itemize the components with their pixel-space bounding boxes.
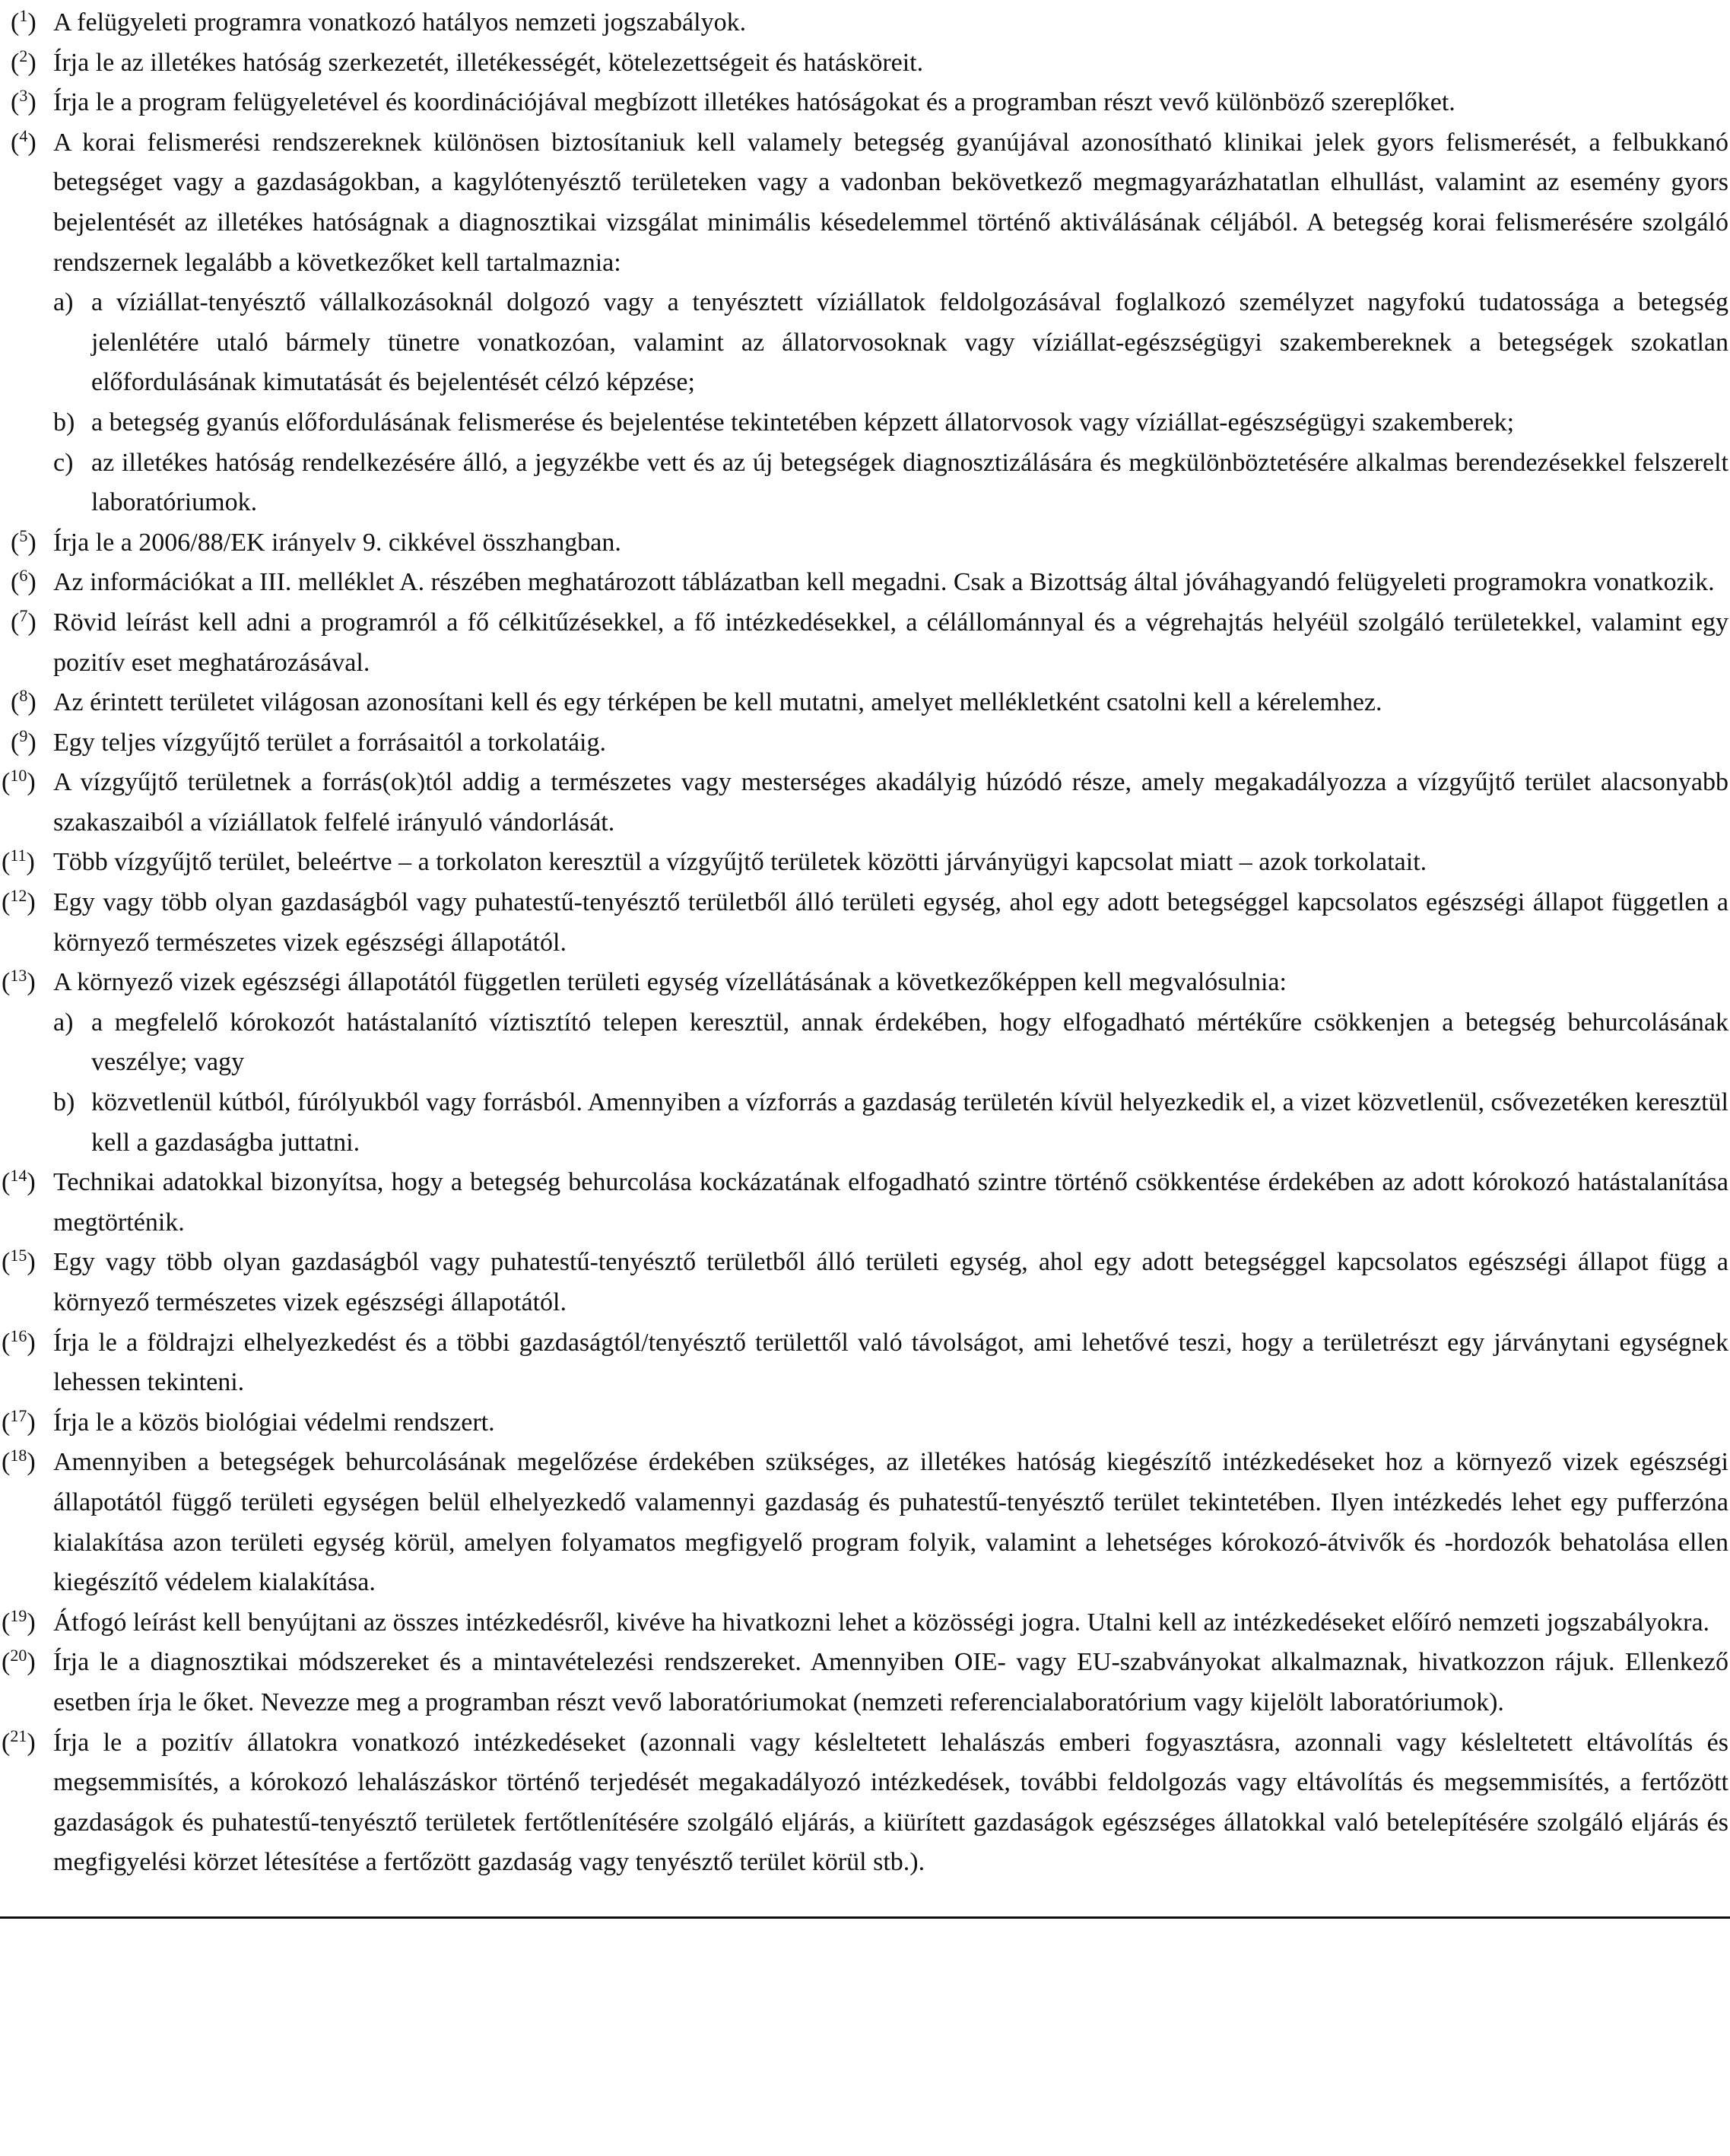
- footnote-9: [11, 723, 1728, 764]
- footnote-number: ($^{20}$): [2, 1646, 36, 1677]
- item-label: c): [53, 448, 74, 477]
- footnote-number: ($^8$): [11, 686, 37, 717]
- footnote-number: ($^{21}$): [2, 1726, 36, 1757]
- footnote-number: ($^6$): [11, 566, 37, 597]
- footnote-15: [2, 1243, 1728, 1322]
- footnote-text: A vízgyűjtő területnek a forrás(ok)tól addig a természetes vagy mesterséges akadályig húzódó része, amely megakadályozza a vízgyűjtő terület alacsonyabb szakaszaiból a víziállatok felfelé irányuló vándorlását.: [53, 768, 1728, 837]
- footnote-number: ($^{16}$): [2, 1326, 36, 1357]
- footnote-number: ($^{15}$): [2, 1246, 36, 1277]
- footnote-number: ($^{19}$): [2, 1605, 36, 1637]
- footnote-4-item-a: [11, 283, 1728, 403]
- footnote-number: ($^5$): [11, 526, 37, 557]
- item-text: a megfelelő kórokozót hatástalanító víztisztító telepen keresztül, annak érdekében, hogy elfogadható mértékűre csökkenjen a betegség behurcolásának veszélye; vagy: [91, 1008, 1728, 1077]
- footnote-12: [2, 883, 1728, 963]
- footnote-6: [11, 563, 1728, 603]
- footnote-number: ($^2$): [11, 46, 37, 77]
- footnote-text: Átfogó leírást kell benyújtani az összes intézkedésről, kivéve ha hivatkozni lehet a közösségi jogra. Utalni kell az intézkedéseket előíró nemzeti jogszabályokra.: [53, 1608, 1710, 1637]
- footnote-text: Amennyiben a betegségek behurcolásának megelőzése érdekében szükséges, az illetékes hatóság kiegészítő intézkedéseket hoz a környező vizek egészségi állapotától függő területi egységen belül elhelyezkedő valamennyi gazdaság és puhatestű-tenyésztő terület tekintetében. Ilyen intézkedés lehet egy pufferzóna kialakítása azon területi egység körül, amelyen folyamatos megfigyelő program folyik, valamint a lehetséges kórokozó-átvivők és -hordozók behatolása ellen kiegészítő védelem kialakítása.: [53, 1448, 1728, 1597]
- item-label: a): [53, 288, 74, 317]
- footnote-text: Az információkat a III. melléklet A. részében meghatározott táblázatban kell megadni. Csak a Bizottság által jóváhagyandó felügyeleti programokra vonatkozik.: [53, 568, 1715, 597]
- footnote-13-item-b: [11, 1083, 1728, 1163]
- footnote-number: ($^3$): [11, 86, 37, 117]
- footnote-text: Írja le a pozitív állatokra vonatkozó intézkedéseket (azonnali vagy késleltetett lehalászás emberi fogyasztásra, azonnali vagy késleltetett eltávolítás és megsemmisítés, a kórokozó lehalászáskor történő terjedését megakadályozó intézkedések, további feldolgozás vagy eltávolítás és megsemmisítés, a fertőzött gazdaságok és puhatestű-tenyésztő területek fertőtlenítésére szolgáló eljárás, a kiürített gazdaságok egészséges állatokkal való betelepítésére szolgáló eljárás és megfigyelési körzet létesítése a fertőzött gazdaság vagy tenyésztő terület körül stb.).: [53, 1728, 1728, 1877]
- footnote-number: ($^9$): [11, 726, 37, 757]
- footnote-number: ($^{14}$): [2, 1166, 36, 1197]
- footnote-13: [2, 963, 1728, 1003]
- footnote-1: [11, 3, 1728, 43]
- footnote-text: Több vízgyűjtő terület, beleértve – a torkolaton keresztül a vízgyűjtő területek közötti járványügyi kapcsolat miatt – azok torkolatait.: [53, 848, 1427, 877]
- footnote-21: [2, 1723, 1728, 1883]
- item-text: a víziállat-tenyésztő vállalkozásoknál dolgozó vagy a tenyésztett víziállatok feldolgozásával foglalkozó személyzet nagyfokú tudatossága a betegség jelenlétére utaló bármely tünetre vonatkozóan, valamint az állatorvosoknak vagy víziállat-egészségügyi szakembereknek a betegségek szokatlan előfordulásának kimutatását és bejelentését célzó képzése;: [91, 288, 1728, 397]
- item-label: b): [53, 408, 75, 437]
- footnote-19: [2, 1603, 1728, 1643]
- footnote-text: Írja le a diagnosztikai módszereket és a mintavételezési rendszereket. Amennyiben OIE- vagy EU-szabványokat alkalmaznak, hivatkozzon rájuk. Ellenkező esetben írja le őket. Nevezze meg a programban részt vevő laboratóriumokat (nemzeti referencialaboratórium vagy kijelölt laboratóriumok).: [53, 1648, 1728, 1716]
- footnote-18: [2, 1443, 1728, 1602]
- footnote-number: ($^{10}$): [2, 766, 36, 797]
- footnote-text: Egy teljes vízgyűjtő terület a forrásaitól a torkolatáig.: [53, 728, 606, 757]
- footnote-number: ($^{12}$): [2, 886, 36, 917]
- footnotes-list: [2, 3, 1728, 1883]
- footnote-4-item-b: [11, 403, 1728, 443]
- footnote-14: [2, 1163, 1728, 1243]
- footnote-text: Technikai adatokkal bizonyítsa, hogy a betegség behurcolása kockázatának elfogadható szintre történő csökkentése érdekében az adott kórokozó hatástalanítása megtörténik.: [53, 1168, 1728, 1237]
- footnote-10: [2, 763, 1728, 843]
- footnote-2: [11, 43, 1728, 84]
- item-label: b): [53, 1088, 75, 1117]
- footnote-number: ($^{13}$): [2, 966, 36, 997]
- footnote-16: [2, 1323, 1728, 1403]
- footnote-3: [11, 83, 1728, 123]
- footnote-text: Írja le a 2006/88/EK irányelv 9. cikkével összhangban.: [53, 528, 621, 557]
- footnote-text: A korai felismerési rendszereknek különösen biztosítaniuk kell valamely betegség gyanújával azonosítható klinikai jelek gyors felismerését, a felbukkanó betegséget vagy a gazdaságokban, a kagylótenyésztő területeken vagy a vadonban bekövetkező megmagyarázhatatlan elhullást, valamint az esemény gyors bejelentését az illetékes hatóságnak a diagnosztikai vizsgálat minimális késedelemmel történő aktiválásának céljából. A betegség korai felismerésére szolgáló rendszernek legalább a következőket kell tartalmaznia:: [53, 128, 1728, 277]
- footnote-text: Egy vagy több olyan gazdaságból vagy puhatestű-tenyésztő területből álló területi egység, ahol egy adott betegséggel kapcsolatos egészségi állapot független a környező természetes vizek egészségi állapotától.: [53, 888, 1728, 957]
- footnote-text: Írja le az illetékes hatóság szerkezetét, illetékességét, kötelezettségeit és hatásköreit.: [53, 48, 924, 77]
- footnote-13-item-a: [11, 1003, 1728, 1083]
- item-label: a): [53, 1008, 74, 1037]
- footnote-17: [2, 1403, 1728, 1443]
- footnote-number: ($^7$): [11, 605, 37, 637]
- footnote-text: A felügyeleti programra vonatkozó hatályos nemzeti jogszabályok.: [53, 8, 747, 37]
- footnote-number: ($^{18}$): [2, 1446, 36, 1477]
- footnote-text: Írja le a közös biológiai védelmi rendszert.: [53, 1408, 495, 1437]
- footnote-text: Egy vagy több olyan gazdaságból vagy puhatestű-tenyésztő területből álló területi egység, ahol egy adott betegséggel kapcsolatos egészségi állapot függ a környező természetes vizek egészségi állapotától.: [53, 1248, 1728, 1316]
- footnote-separator-rule: [0, 1916, 1730, 1919]
- footnote-text: A környező vizek egészségi állapotától független területi egység vízellátásának a következőképpen kell megvalósulnia:: [53, 968, 1287, 997]
- item-text: az illetékes hatóság rendelkezésére álló, a jegyzékbe vett és az új betegségek diagnosztizálására és megkülönböztetésére alkalmas berendezésekkel felszerelt laboratóriumok.: [91, 448, 1728, 517]
- footnote-11: [2, 843, 1728, 883]
- footnote-number: ($^1$): [11, 6, 37, 37]
- footnote-4: [11, 123, 1728, 283]
- footnote-5: [11, 523, 1728, 564]
- footnote-number: ($^{11}$): [2, 846, 35, 877]
- footnote-text: Rövid leírást kell adni a programról a fő célkitűzésekkel, a fő intézkedésekkel, a célállománnyal és a végrehajtás helyéül szolgáló területekkel, valamint egy pozitív eset meghatározásával.: [53, 608, 1728, 677]
- footnote-4-item-c: [11, 443, 1728, 523]
- item-text: közvetlenül kútból, fúrólyukból vagy forrásból. Amennyiben a vízforrás a gazdaság területén kívül helyezkedik el, a vizet közvetlenül, csővezetéken keresztül kell a gazdaságba juttatni.: [91, 1088, 1728, 1157]
- footnote-text: Írja le a program felügyeletével és koordinációjával megbízott illetékes hatóságokat és a programban részt vevő különböző szereplőket.: [53, 88, 1455, 117]
- item-text: a betegség gyanús előfordulásának felismerése és bejelentése tekintetében képzett állatorvosok vagy víziállat-egészségügyi szakemberek;: [91, 408, 1515, 437]
- footnote-7: [11, 603, 1728, 683]
- footnote-text: Írja le a földrajzi elhelyezkedést és a többi gazdaságtól/tenyésztő területtől való távolságot, ami lehetővé teszi, hogy a területrészt egy járványtani egységnek lehessen tekinteni.: [53, 1328, 1728, 1397]
- footnote-text: Az érintett területet világosan azonosítani kell és egy térképen be kell mutatni, amelyet mellékletként csatolni kell a kérelemhez.: [53, 688, 1382, 717]
- footnote-number: ($^{17}$): [2, 1405, 36, 1437]
- footnote-20: [2, 1643, 1728, 1723]
- footnote-8: [11, 683, 1728, 723]
- footnote-number: ($^4$): [11, 125, 37, 157]
